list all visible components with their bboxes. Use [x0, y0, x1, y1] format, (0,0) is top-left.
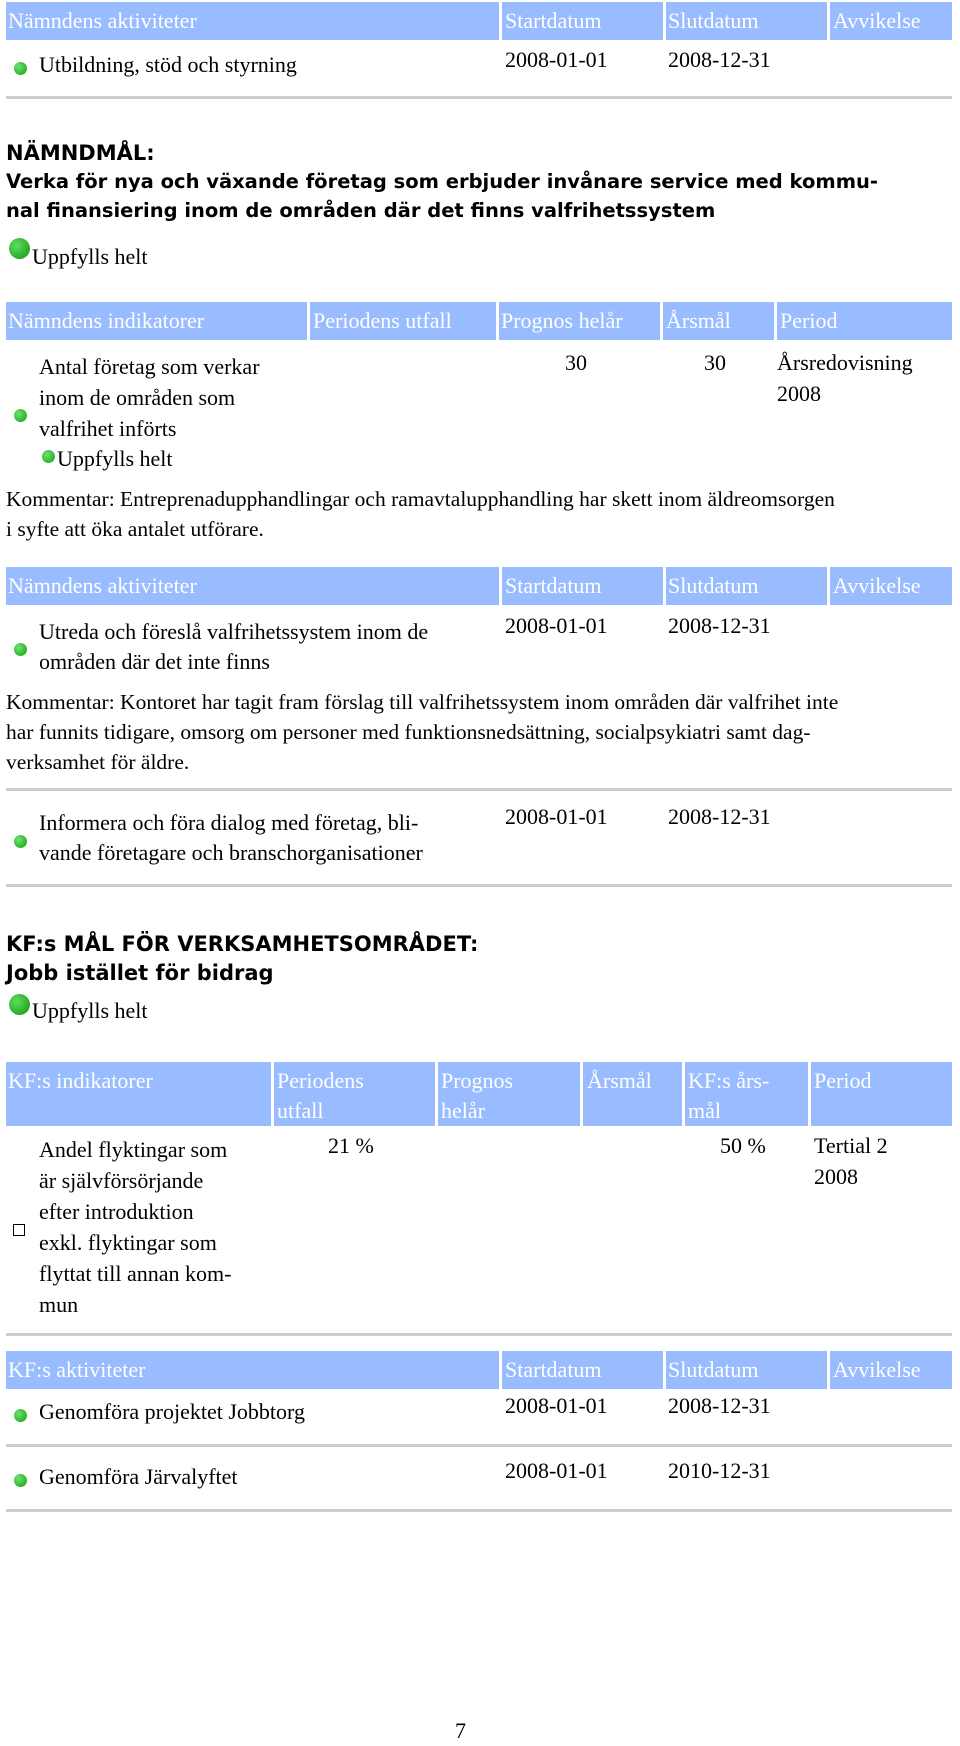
- activity-start: 2008-01-01: [505, 804, 608, 829]
- col-kf-indicator: KF:s indikatorer: [8, 1068, 153, 1093]
- indicator-name-line: Antal företag som verkar: [39, 354, 260, 379]
- status-green-icon: [9, 994, 30, 1015]
- kf-indicator-period-line: Tertial 2: [814, 1133, 888, 1158]
- col-end: Slutdatum: [668, 573, 759, 598]
- divider: [6, 1444, 952, 1447]
- divider: [6, 788, 952, 791]
- activity-name-line: vande företagare och branschorganisationer: [39, 840, 423, 865]
- kf-indicator-name-line: Andel flyktingar som: [39, 1137, 228, 1162]
- kf-indicator-period-line: 2008: [814, 1164, 858, 1189]
- no-status-square-icon: [13, 1224, 25, 1236]
- col-start: Startdatum: [505, 8, 602, 33]
- kf-activity-start: 2008-01-01: [505, 1393, 608, 1418]
- col-activity: Nämndens aktiviteter: [8, 8, 197, 33]
- col-period: Period: [780, 308, 838, 333]
- col-deviation: Avvikelse: [833, 1357, 921, 1382]
- indicator-forecast: 30: [565, 350, 587, 375]
- kf-indicator-name-line: är självförsörjande: [39, 1168, 204, 1193]
- col-indicator: Nämndens indikatorer: [8, 308, 205, 333]
- col-start: Startdatum: [505, 573, 602, 598]
- status-green-icon: [14, 643, 27, 656]
- kf-goal-title: Jobb istället för bidrag: [6, 961, 274, 985]
- status-green-icon: [14, 1474, 27, 1487]
- indicator-period-line: 2008: [777, 381, 821, 406]
- goal-status: Uppfylls helt: [32, 244, 148, 269]
- col-outcome: Periodens: [277, 1068, 364, 1093]
- col-forecast: helår: [441, 1098, 485, 1123]
- col-activity: Nämndens aktiviteter: [8, 573, 197, 598]
- divider: [6, 1509, 952, 1512]
- goal-text-line1: Verka för nya och växande företag som erbjuder invånare service med kommu-: [6, 170, 878, 193]
- activity-start: 2008-01-01: [505, 47, 608, 72]
- goal-label: NÄMNDMÅL:: [6, 141, 155, 165]
- kf-indicator-kf-target: 50 %: [720, 1133, 766, 1158]
- col-forecast: Prognos: [441, 1068, 514, 1093]
- indicator-period-line: Årsredovisning: [777, 350, 913, 375]
- activity-name: Utbildning, stöd och styrning: [39, 52, 297, 77]
- kf-activity-end: 2010-12-31: [668, 1458, 771, 1483]
- comment-line: har funnits tidigare, omsorg om personer med funktionsnedsättning, socialpsykiatri samt dag-: [6, 720, 811, 744]
- status-green-icon: [14, 835, 27, 848]
- indicator-target: 30: [704, 350, 726, 375]
- activity-end: 2008-12-31: [668, 804, 771, 829]
- divider: [6, 1333, 952, 1336]
- col-target: Årsmål: [666, 308, 731, 333]
- status-green-icon: [9, 238, 30, 259]
- col-outcome: utfall: [277, 1098, 324, 1123]
- status-green-icon: [42, 450, 55, 463]
- col-outcome: Periodens utfall: [313, 308, 452, 333]
- kf-indicator-name-line: exkl. flyktingar som: [39, 1230, 217, 1255]
- divider: [6, 96, 952, 99]
- col-deviation: Avvikelse: [833, 573, 921, 598]
- col-deviation: Avvikelse: [833, 8, 921, 33]
- activity-end: 2008-12-31: [668, 47, 771, 72]
- col-end: Slutdatum: [668, 8, 759, 33]
- indicator-status: Uppfylls helt: [57, 446, 173, 471]
- kf-indicator-name-line: mun: [39, 1292, 79, 1317]
- kf-activity-start: 2008-01-01: [505, 1458, 608, 1483]
- indicator-name-line: inom de områden som: [39, 385, 236, 410]
- activity-start: 2008-01-01: [505, 613, 608, 638]
- activity-end: 2008-12-31: [668, 613, 771, 638]
- kf-goal-label: KF:s MÅL FÖR VERKSAMHETSOMRÅDET:: [6, 932, 479, 956]
- status-green-icon: [14, 62, 27, 75]
- comment-line: i syfte att öka antalet utförare.: [6, 517, 264, 541]
- page-number: 7: [455, 1718, 466, 1743]
- activity-name-line: områden där det inte finns: [39, 649, 270, 674]
- divider: [6, 884, 952, 887]
- status-green-icon: [14, 1409, 27, 1422]
- col-end: Slutdatum: [668, 1357, 759, 1382]
- kf-goal-status: Uppfylls helt: [32, 998, 148, 1023]
- comment-line: Kommentar: Entreprenadupphandlingar och ramavtalupphandling har skett inom äldreomsorgen: [6, 487, 835, 511]
- kf-indicator-name-line: efter introduktion: [39, 1199, 194, 1224]
- kf-activity-end: 2008-12-31: [668, 1393, 771, 1418]
- col-period: Period: [814, 1068, 872, 1093]
- col-kf-target: mål: [688, 1098, 721, 1123]
- comment-line: verksamhet för äldre.: [6, 750, 190, 774]
- col-start: Startdatum: [505, 1357, 602, 1382]
- status-green-icon: [14, 409, 27, 422]
- activity-name-line: Utreda och föreslå valfrihetssystem inom de: [39, 619, 429, 644]
- col-kf-activity: KF:s aktiviteter: [8, 1357, 146, 1382]
- col-forecast: Prognos helår: [501, 308, 623, 333]
- kf-indicator-name-line: flyttat till annan kom-: [39, 1261, 232, 1286]
- comment-line: Kommentar: Kontoret har tagit fram förslag till valfrihetssystem inom områden där valfrihet inte: [6, 690, 839, 714]
- activity-name-line: Informera och föra dialog med företag, bli-: [39, 810, 419, 835]
- col-target: Årsmål: [587, 1068, 652, 1093]
- goal-text-line2: nal finansiering inom de områden där det finns valfrihetssystem: [6, 199, 716, 222]
- col-kf-target: KF:s års-: [688, 1068, 770, 1093]
- kf-activity-name: Genomföra projektet Jobbtorg: [39, 1399, 305, 1424]
- kf-indicator-outcome: 21 %: [328, 1133, 374, 1158]
- indicator-name-line: valfrihet införts: [39, 416, 177, 441]
- kf-activity-name: Genomföra Järvalyftet: [39, 1464, 238, 1489]
